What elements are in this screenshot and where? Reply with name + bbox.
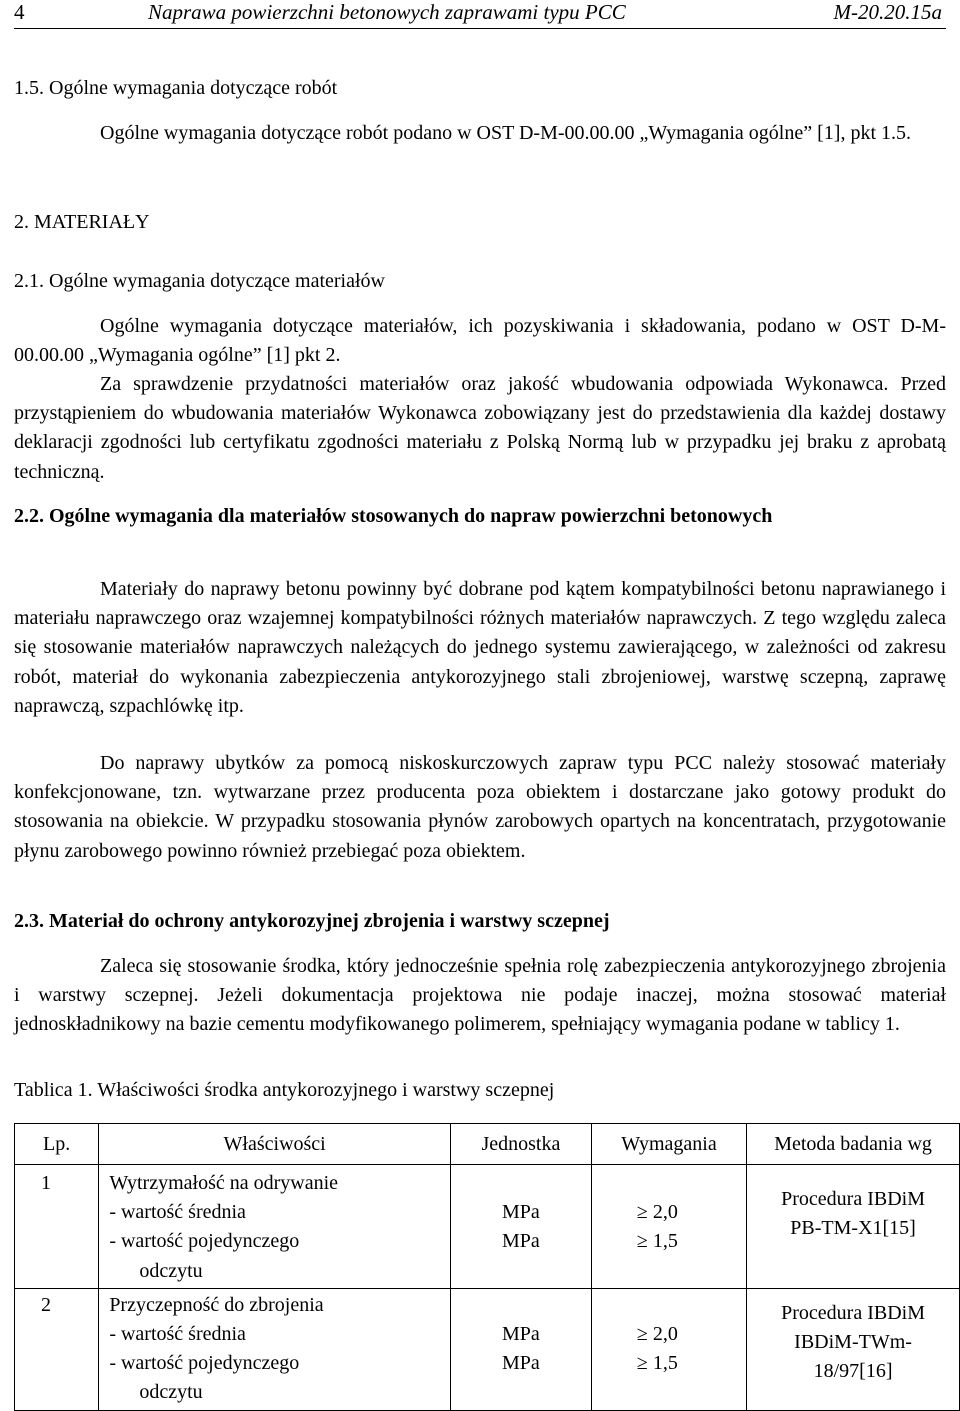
row-2-method-1: Procedura IBDiM <box>781 1301 925 1324</box>
row-2-req-2: ≥ 1,5 <box>636 1352 678 1375</box>
row-2-requirements <box>591 1288 746 1410</box>
section-1-5-text: Ogólne wymagania dotyczące robót podano w OST D-M-00.00.00 „Wymagania ogólne” [1], pkt 1.5. <box>100 122 911 144</box>
row-2-lp: 2 <box>15 1288 99 1410</box>
section-1-5-heading: 1.5. Ogólne wymagania dotyczące robót <box>14 77 338 99</box>
header-unit: Jednostka <box>450 1124 591 1165</box>
header-lp: Lp. <box>15 1124 99 1165</box>
row-1-req-2: ≥ 1,5 <box>636 1230 678 1253</box>
row-1-requirements <box>591 1165 746 1289</box>
row-2-sub-reading: odczytu <box>139 1381 203 1404</box>
row-1-method-2: PB-TM-X1[15] <box>790 1217 916 1240</box>
section-2-1-paragraph-2: Za sprawdzenie przydatności materiałów oraz jakość wbudowania odpowiada Wykonawca. Przed przystąpieniem do wbudowania materiałów Wykonawca zobowiązany jest do przedstawienia dla każdej dostawy deklaracji zgodności lub certyfikatu zgodności materiału z Polską Normą lub w przypadku jej braku z aprobatą techniczną. <box>14 373 946 483</box>
section-2-1-paragraph-1: Ogólne wymagania dotyczące materiałów, ich pozyskiwania i składowania, podano w OST D-M-00.00.00 „Wymagania ogólne” [1] pkt 2. <box>14 315 946 367</box>
page-number: 4 <box>14 0 25 24</box>
row-2-method-2: IBDiM-TWm- <box>794 1331 912 1354</box>
row-1-property-title: Wytrzymałość na odrywanie <box>109 1172 339 1194</box>
section-2-2-paragraph-2: Do naprawy ubytków za pomocą niskoskurczowych zapraw typu PCC należy stosować materiały konfekcjonowane, tzn. wytwarzane przez producenta poza obiektem i dostarczane jako gotowy produkt do stosowania na obiekcie. W przypadku stosowania płynów zarobowych opartych na koncentratach, przygotowanie płynu zarobowego powinno również przebiegać poza obiektem. <box>14 752 946 862</box>
header-properties: Właściwości <box>99 1124 451 1165</box>
row-2-req-1: ≥ 2,0 <box>636 1322 678 1345</box>
table-header-row <box>15 1124 960 1165</box>
row-1-unit-2: MPa <box>502 1230 540 1253</box>
table-row <box>15 1165 960 1289</box>
row-2-property-title: Przyczepność do zbrojenia <box>109 1293 324 1316</box>
row-1-sub-mean: - wartość średnia <box>109 1201 246 1224</box>
section-2-3-heading: 2.3. Materiał do ochrony antykorozyjnej zbrojenia i warstwy sczepnej <box>14 910 610 932</box>
row-1-sub-single: - wartość pojedynczego <box>109 1230 300 1253</box>
table-caption: Tablica 1. Właściwości środka antykorozyjnego i warstwy sczepnej <box>14 1079 555 1101</box>
row-1-req-1: ≥ 2,0 <box>636 1201 678 1223</box>
spec-code: M-20.20.15a <box>833 0 942 24</box>
row-1-method-1: Procedura IBDiM <box>781 1188 925 1210</box>
row-2-method <box>747 1288 960 1410</box>
table-row <box>15 1288 960 1410</box>
properties-table <box>14 1123 960 1411</box>
row-2-unit-1: MPa <box>502 1322 540 1345</box>
row-2-property <box>99 1288 451 1410</box>
row-1-property <box>99 1165 451 1289</box>
header-method: Metoda badania wg <box>747 1124 960 1165</box>
row-2-sub-single: - wartość pojedynczego <box>109 1352 300 1375</box>
page-header <box>14 0 946 29</box>
section-2-2-heading: 2.2. Ogólne wymagania dla materiałów stosowanych do napraw powierzchni betonowych <box>14 505 773 527</box>
section-2-2-paragraph-1: Materiały do naprawy betonu powinny być dobrane pod kątem kompatybilności betonu naprawianego i materiału naprawczego oraz wzajemnej kompatybilności różnych materiałów naprawczych. Z tego względu zaleca się stosowanie materiałów naprawczych należących do jednego systemu zawierającego, w zależności od zakresu robót, materiał do wykonania zabezpieczenia antykorozyjnego stali zbrojeniowej, warstwę sczepną, zaprawę naprawczą, szpachlówkę itp. <box>14 578 946 717</box>
section-2-heading: 2. MATERIAŁY <box>14 211 150 233</box>
row-1-unit-1: MPa <box>502 1201 540 1223</box>
section-2-3-paragraph-1: Zaleca się stosowanie środka, który jednocześnie spełnia rolę zabezpieczenia antykorozyjnego zbrojenia i warstwy sczepnej. Jeżeli dokumentacja projektowa nie podaje inaczej, można stosować materiał jednoskładnikowy na bazie cementu modyfikowanego polimerem, spełniający wymagania podane w tablicy 1. <box>14 955 946 1036</box>
row-2-unit <box>450 1288 591 1410</box>
row-2-sub-mean: - wartość średnia <box>109 1323 246 1346</box>
row-1-sub-reading: odczytu <box>139 1259 203 1282</box>
row-2-method-3: 18/97[16] <box>813 1360 893 1383</box>
section-2-1-heading: 2.1. Ogólne wymagania dotyczące materiałów <box>14 270 385 292</box>
row-1-method <box>747 1165 960 1289</box>
row-2-unit-2: MPa <box>502 1352 540 1375</box>
row-1-lp: 1 <box>15 1165 99 1289</box>
header-requirements: Wymagania <box>591 1124 746 1165</box>
row-1-unit <box>450 1165 591 1289</box>
running-title: Naprawa powierzchni betonowych zaprawami typu PCC <box>148 0 626 24</box>
